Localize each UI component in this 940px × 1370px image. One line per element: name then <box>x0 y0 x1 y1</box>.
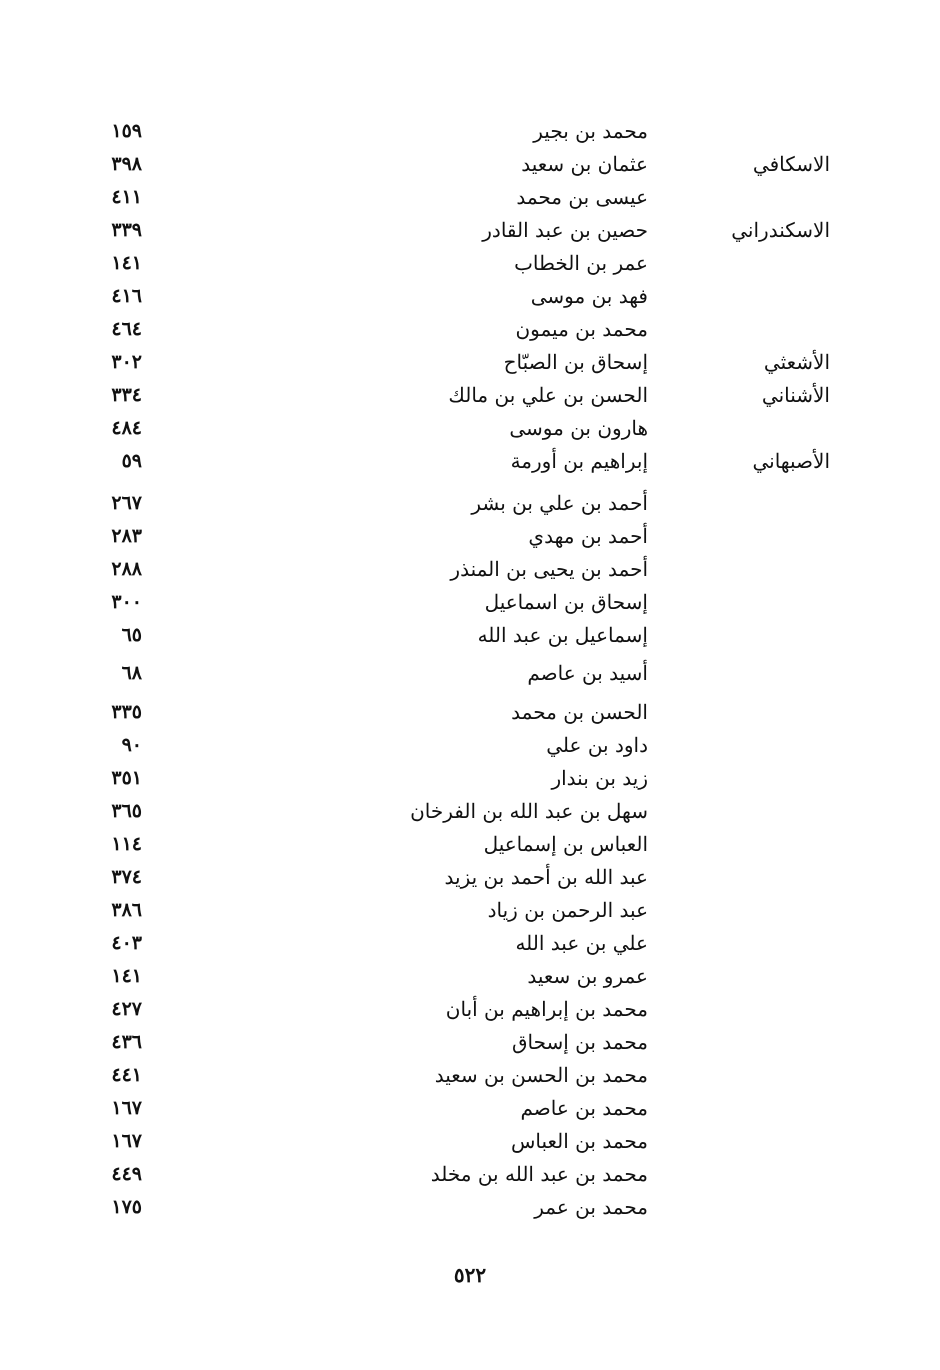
entry-page-number: ٣٧٤ <box>111 866 142 888</box>
entry-nisba <box>660 696 830 729</box>
entry-nisba: الاسكندراني <box>731 218 830 242</box>
entry-page-number: ٤٤٩ <box>111 1163 142 1185</box>
entry-name: عبد الله بن أحمد بن يزيد <box>444 865 648 889</box>
entry-name: محمد بن إبراهيم بن أبان <box>445 997 648 1021</box>
entry-page-number: ١١٤ <box>111 833 142 855</box>
index-entry <box>0 729 940 762</box>
index-entry <box>0 894 940 927</box>
entry-nisba <box>660 619 830 652</box>
index-entry <box>0 379 940 412</box>
entry-page-number: ٢٨٣ <box>111 525 142 547</box>
entry-name: محمد بن إسحاق <box>511 1030 648 1054</box>
entry-nisba <box>660 795 830 828</box>
index-entry <box>0 487 940 520</box>
entry-page-number: ١٦٧ <box>111 1130 142 1152</box>
entry-name: محمد بن الحسن بن سعيد <box>434 1063 648 1087</box>
entry-page-number: ٤٤١ <box>111 1064 142 1086</box>
entry-page-number: ١٦٧ <box>111 1097 142 1119</box>
entry-nisba <box>660 927 830 960</box>
entry-name: محمد بن العباس <box>510 1129 648 1153</box>
entry-name: محمد بن عمر <box>534 1195 648 1219</box>
index-entry <box>0 412 940 445</box>
entry-nisba <box>660 1158 830 1191</box>
entry-nisba <box>660 762 830 795</box>
entry-name: عيسى بن محمد <box>516 185 648 209</box>
index-entry <box>0 1059 940 1092</box>
index-entry <box>0 247 940 280</box>
entry-nisba <box>660 313 830 346</box>
index-entry <box>0 619 940 652</box>
entry-name: العباس بن إسماعيل <box>483 832 648 856</box>
entry-nisba: الأصبهاني <box>752 449 830 473</box>
entry-name: الحسن بن علي بن مالك <box>448 383 648 407</box>
entry-name: محمد بن بجير <box>533 119 648 143</box>
entry-name: حصين بن عبد القادر <box>482 218 648 242</box>
index-entry <box>0 214 940 247</box>
index-entry <box>0 181 940 214</box>
entry-name: علي بن عبد الله <box>515 931 648 955</box>
entry-nisba: الأشعثي <box>763 350 830 374</box>
entry-nisba <box>660 1059 830 1092</box>
index-entry <box>0 1125 940 1158</box>
entry-name: أحمد بن يحيى بن المنذر <box>450 557 648 581</box>
entry-nisba <box>660 115 830 148</box>
entry-nisba <box>660 586 830 619</box>
index-entry <box>0 696 940 729</box>
entry-page-number: ٤١٦ <box>111 285 142 307</box>
entry-nisba <box>660 828 830 861</box>
entry-nisba <box>660 247 830 280</box>
entry-page-number: ١٥٩ <box>111 120 142 142</box>
entry-name: عمرو بن سعيد <box>527 964 648 988</box>
entry-page-number: ٣٦٥ <box>111 800 142 822</box>
index-entry <box>0 828 940 861</box>
entry-page-number: ٩٠ <box>121 734 142 756</box>
index-entry <box>0 586 940 619</box>
entry-page-number: ٢٨٨ <box>111 558 142 580</box>
entry-page-number: ٥٩ <box>121 450 142 472</box>
index-entry <box>0 993 940 1026</box>
index-entry <box>0 313 940 346</box>
entry-nisba <box>660 520 830 553</box>
entry-page-number: ٣٣٤ <box>111 384 142 406</box>
entry-nisba <box>660 1191 830 1224</box>
entry-nisba <box>660 993 830 1026</box>
entry-page-number: ١٤١ <box>111 252 142 274</box>
entry-name: عبد الرحمن بن زياد <box>487 898 648 922</box>
entry-nisba <box>660 487 830 520</box>
entry-name: محمد بن عاصم <box>520 1096 648 1120</box>
index-entry <box>0 520 940 553</box>
page-number: ٥٢٢ <box>453 1263 487 1287</box>
entry-page-number: ٣٨٦ <box>111 899 142 921</box>
entry-nisba <box>660 861 830 894</box>
index-entry <box>0 795 940 828</box>
entry-page-number: ٣٠٠ <box>111 591 142 613</box>
entry-page-number: ٦٨ <box>121 662 142 684</box>
entry-page-number: ٤١١ <box>111 186 142 208</box>
index-entry <box>0 280 940 313</box>
entry-page-number: ٦٥ <box>121 624 142 646</box>
entry-name: زيد بن بندار <box>551 766 648 790</box>
index-entry <box>0 148 940 181</box>
entry-page-number: ٣٣٩ <box>111 219 142 241</box>
entry-nisba <box>660 657 830 690</box>
entry-name: إسحاق بن الصبّاح <box>503 350 648 374</box>
entry-name: إسماعيل بن عبد الله <box>477 623 648 647</box>
entry-page-number: ٤٢٧ <box>111 998 142 1020</box>
index-entry <box>0 1026 940 1059</box>
entry-nisba <box>660 729 830 762</box>
entry-page-number: ٤٦٤ <box>111 318 142 340</box>
index-entry <box>0 1092 940 1125</box>
entry-nisba <box>660 960 830 993</box>
entry-page-number: ١٤١ <box>111 965 142 987</box>
entry-name: أحمد بن علي بن بشر <box>471 491 648 515</box>
entry-page-number: ٢٦٧ <box>111 492 142 514</box>
entry-nisba <box>660 1092 830 1125</box>
entry-name: هارون بن موسى <box>509 416 648 440</box>
entry-name: عمر بن الخطاب <box>514 251 648 275</box>
entry-name: محمد بن ميمون <box>515 317 648 341</box>
entry-name: سهل بن عبد الله بن الفرخان <box>410 799 648 823</box>
index-entry <box>0 445 940 478</box>
entry-nisba <box>660 412 830 445</box>
entry-nisba <box>660 553 830 586</box>
index-entry <box>0 1191 940 1224</box>
index-entry <box>0 927 940 960</box>
index-entry <box>0 346 940 379</box>
entry-name: داود بن علي <box>546 733 648 757</box>
index-entry <box>0 861 940 894</box>
entry-page-number: ٣٩٨ <box>111 153 142 175</box>
entry-page-number: ٣٣٥ <box>111 701 142 723</box>
entry-page-number: ٣٠٢ <box>111 351 142 373</box>
index-entry <box>0 960 940 993</box>
entry-nisba <box>660 894 830 927</box>
index-entry <box>0 115 940 148</box>
entry-name: محمد بن عبد الله بن مخلد <box>430 1162 648 1186</box>
entry-name: أسيد بن عاصم <box>527 661 648 685</box>
entry-name: أحمد بن مهدي <box>528 524 648 548</box>
entry-page-number: ٣٥١ <box>111 767 142 789</box>
entry-page-number: ٤٠٣ <box>111 932 142 954</box>
entry-nisba: الاسكافي <box>752 152 830 176</box>
index-entry <box>0 553 940 586</box>
entry-page-number: ٤٨٤ <box>111 417 142 439</box>
entry-page-number: ٤٣٦ <box>111 1031 142 1053</box>
index-entry <box>0 657 940 690</box>
entry-name: إسحاق بن اسماعيل <box>484 590 648 614</box>
entry-nisba <box>660 1026 830 1059</box>
entry-name: فهد بن موسى <box>530 284 648 308</box>
entry-name: الحسن بن محمد <box>511 700 648 724</box>
entry-nisba <box>660 280 830 313</box>
entry-name: عثمان بن سعيد <box>521 152 648 176</box>
index-entry <box>0 1158 940 1191</box>
index-entry <box>0 762 940 795</box>
entry-nisba <box>660 181 830 214</box>
entry-name: إبراهيم بن أورمة <box>510 449 648 473</box>
entry-nisba: الأشناني <box>761 383 830 407</box>
entry-nisba <box>660 1125 830 1158</box>
entry-page-number: ١٧٥ <box>111 1196 142 1218</box>
